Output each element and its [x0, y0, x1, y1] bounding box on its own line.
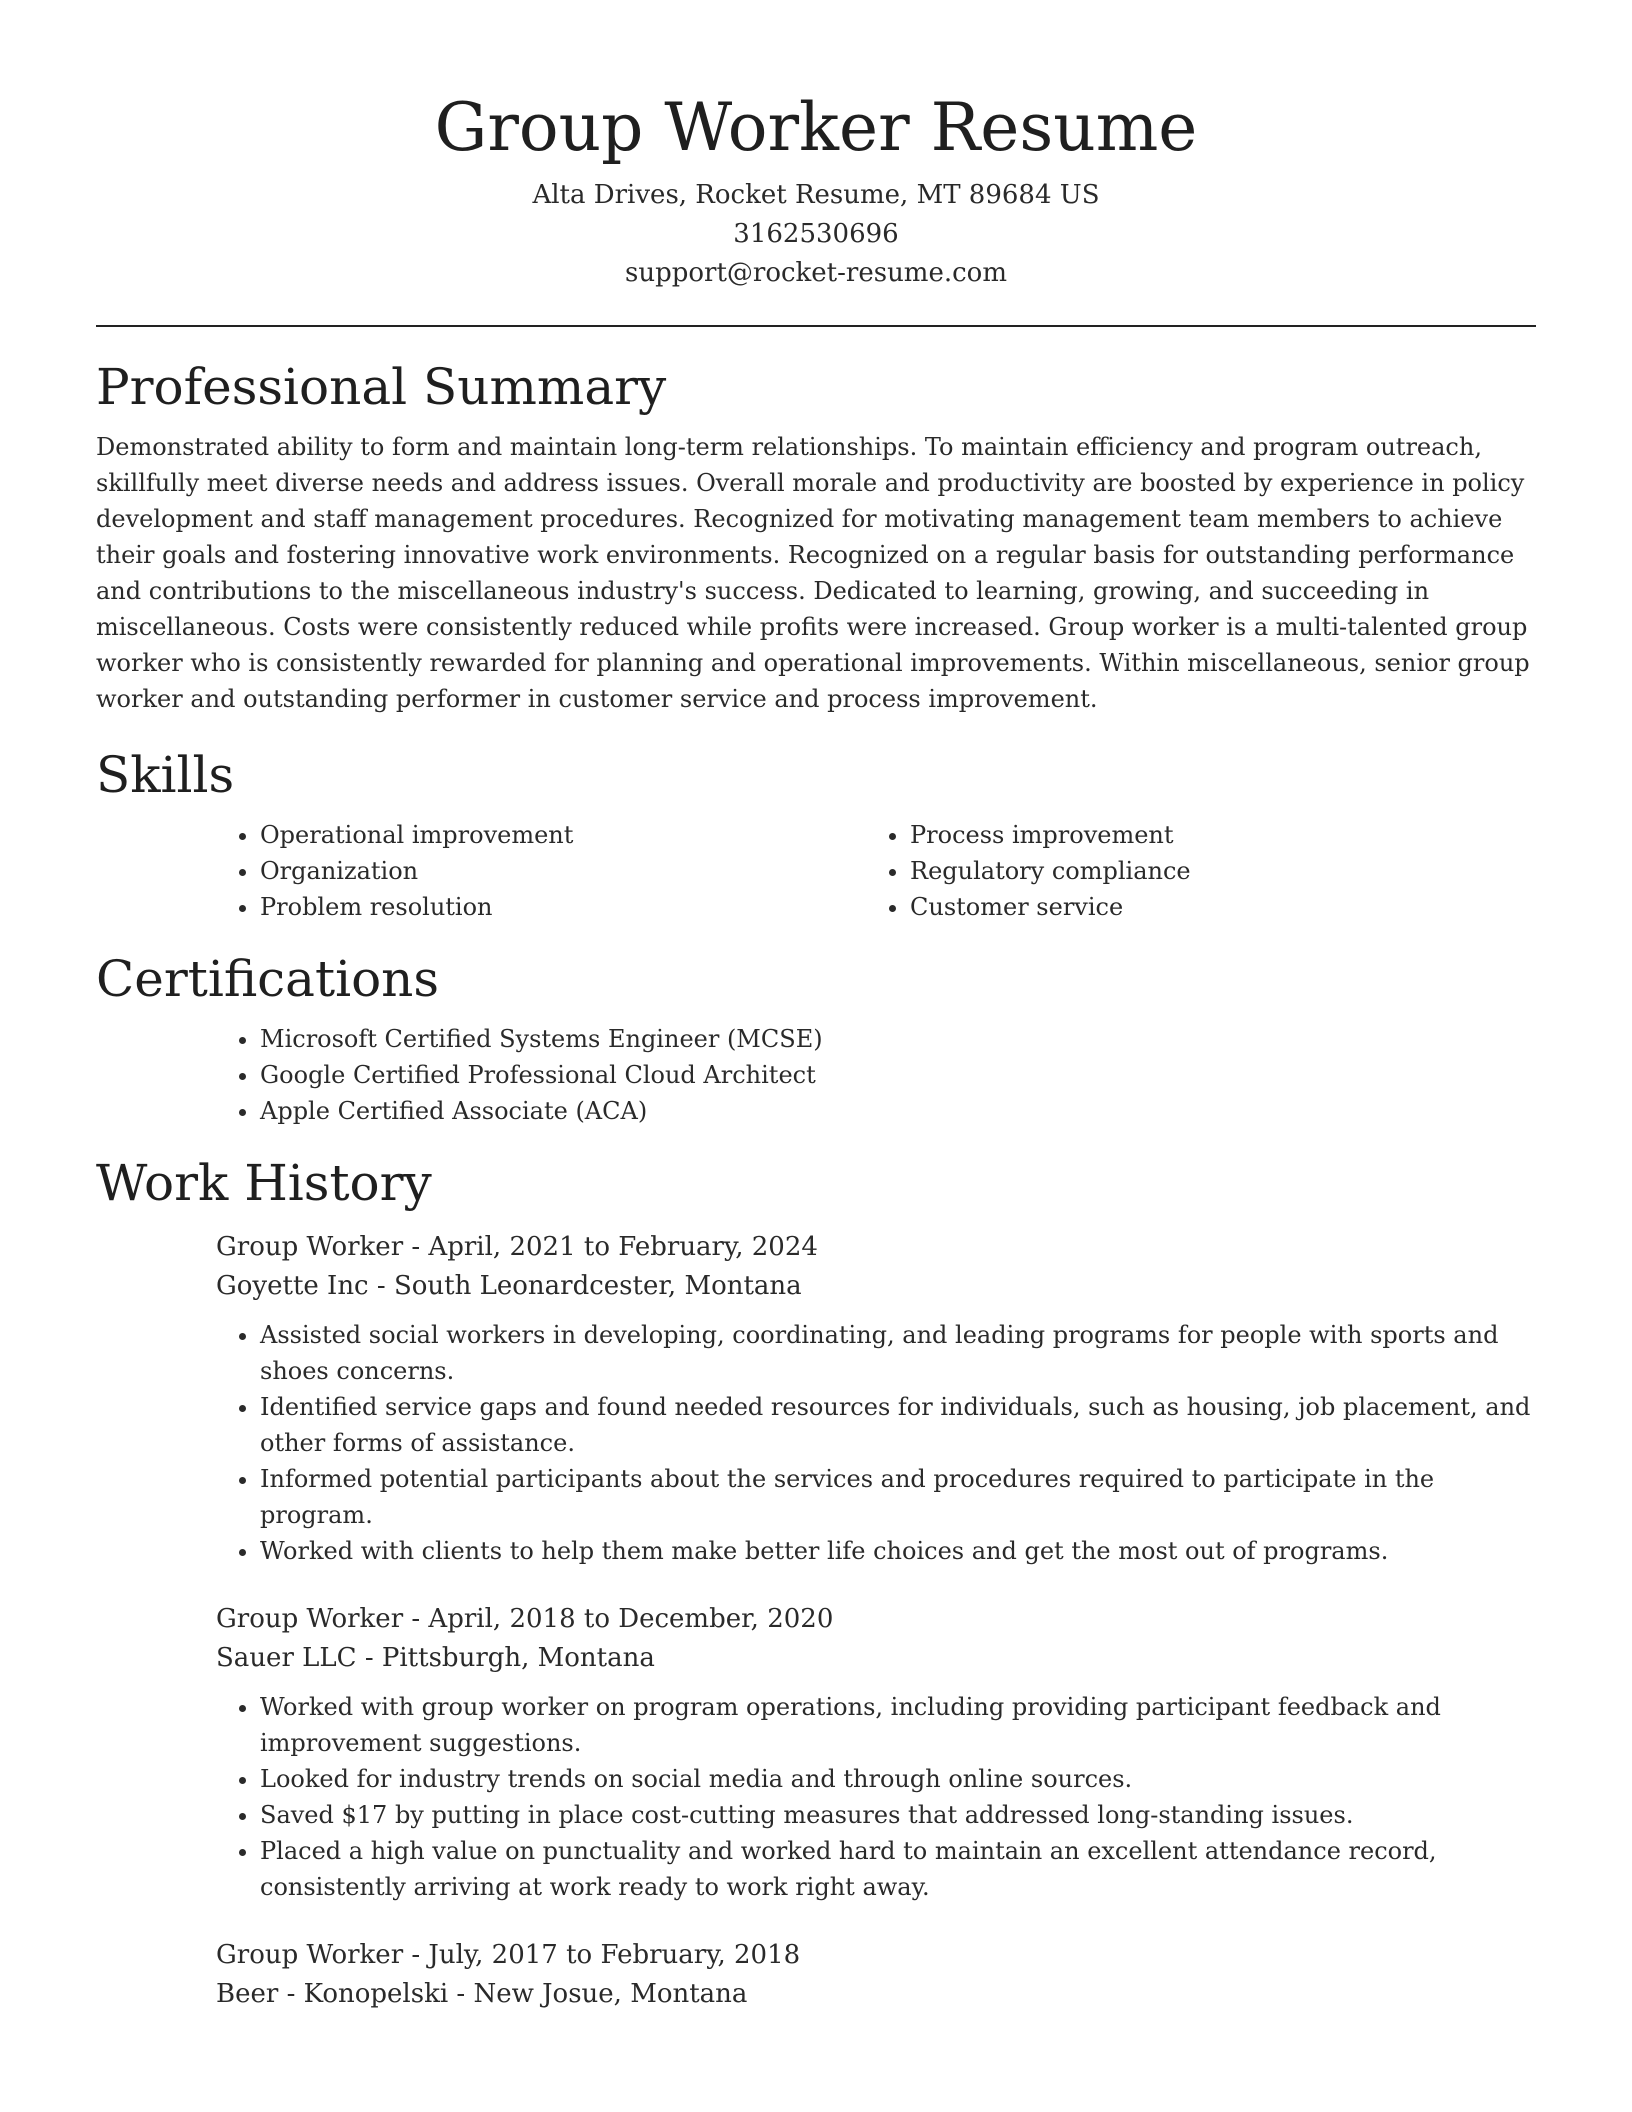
work-history-section — [96, 1153, 1536, 2013]
job-bullets — [216, 1689, 1536, 1905]
skill-item: • Regulatory compliance — [910, 853, 1516, 889]
job-title-line: Group Worker - July, 2017 to February, 2018 — [216, 1940, 801, 1970]
job-entry — [216, 1935, 1536, 2013]
job-company-line: Beer - Konopelski - New Josue, Montana — [216, 1979, 748, 2009]
skills-list-left — [216, 817, 866, 925]
contact-phone: 3162530696 — [733, 219, 899, 249]
header-divider — [96, 325, 1536, 327]
job-bullets — [216, 1317, 1536, 1569]
job-bullet: • Identified service gaps and found needed resources for individuals, such as housing, job placement, and other forms of assistance. — [260, 1389, 1536, 1461]
certifications-section — [96, 949, 1536, 1129]
resume-header — [96, 0, 1536, 293]
skills-column-left — [216, 817, 866, 925]
certification-item: • Apple Certified Associate (ACA) — [260, 1093, 1536, 1129]
skills-section — [96, 745, 1536, 925]
job-entry — [216, 1599, 1536, 1905]
contact-block — [96, 176, 1536, 293]
job-title-line: Group Worker - April, 2018 to December, 2020 — [216, 1604, 834, 1634]
skill-item: • Customer service — [910, 889, 1516, 925]
skill-item: • Problem resolution — [260, 889, 866, 925]
job-bullet: • Worked with group worker on program operations, including providing participant feedback and improvement suggestions. — [260, 1689, 1536, 1761]
job-bullet: • Placed a high value on punctuality and worked hard to maintain an excellent attendance record, consistently arriving at work ready to work right away. — [260, 1833, 1536, 1905]
skill-item: • Process improvement — [910, 817, 1516, 853]
summary-text: Demonstrated ability to form and maintain long-term relationships. To maintain efficiency and program outreach, skillfully meet diverse needs and address issues. Overall morale and productivity are boosted by experience in policy development and staff management procedures. Recognized for motivating management team members to achieve their goals and fostering innovative work environments. Recognized on a regular basis for outstanding performance and contributions to the miscellaneous industry's success. Dedicated to learning, growing, and succeeding in miscellaneous. Costs were consistently reduced while profits were increased. Group worker is a multi-talented group worker who is consistently rewarded for planning and operational improvements. Within miscellaneous, senior group worker and outstanding performer in customer service and process improvement. — [96, 433, 1530, 713]
job-bullet: • Assisted social workers in developing, coordinating, and leading programs for people with sports and shoes concerns. — [260, 1317, 1536, 1389]
certifications-wrapper — [216, 1021, 1536, 1129]
job-company-line: Sauer LLC - Pittsburgh, Montana — [216, 1643, 655, 1673]
job-bullet: • Saved $17 by putting in place cost-cutting measures that addressed long-standing issues. — [260, 1797, 1536, 1833]
job-bullet: • Looked for industry trends on social media and through online sources. — [260, 1761, 1536, 1797]
resume-page — [96, 0, 1536, 2013]
job-bullet: • Informed potential participants about the services and procedures required to participate in the program. — [260, 1461, 1536, 1533]
contact-email: support@rocket-resume.com — [624, 258, 1007, 288]
skills-heading: Skills — [96, 746, 235, 804]
skills-list-right — [866, 817, 1516, 925]
certifications-list — [216, 1021, 1536, 1129]
skill-item: • Organization — [260, 853, 866, 889]
resume-title: Group Worker Resume — [434, 89, 1198, 166]
job-entry — [216, 1227, 1536, 1569]
work-history-heading: Work History — [96, 1154, 432, 1212]
summary-section — [96, 357, 1536, 717]
certification-item: • Microsoft Certified Systems Engineer (MCSE) — [260, 1021, 1536, 1057]
job-company-line: Goyette Inc - South Leonardcester, Montana — [216, 1271, 802, 1301]
contact-address: Alta Drives, Rocket Resume, MT 89684 US — [532, 180, 1100, 210]
job-bullet: • Worked with clients to help them make better life choices and get the most out of programs. — [260, 1533, 1536, 1569]
certifications-heading: Certifications — [96, 950, 440, 1008]
skills-grid — [216, 817, 1536, 925]
job-title-line: Group Worker - April, 2021 to February, 2024 — [216, 1232, 818, 1262]
summary-heading: Professional Summary — [96, 358, 667, 416]
skill-item: • Operational improvement — [260, 817, 866, 853]
certification-item: • Google Certified Professional Cloud Architect — [260, 1057, 1536, 1093]
skills-column-right — [866, 817, 1516, 925]
